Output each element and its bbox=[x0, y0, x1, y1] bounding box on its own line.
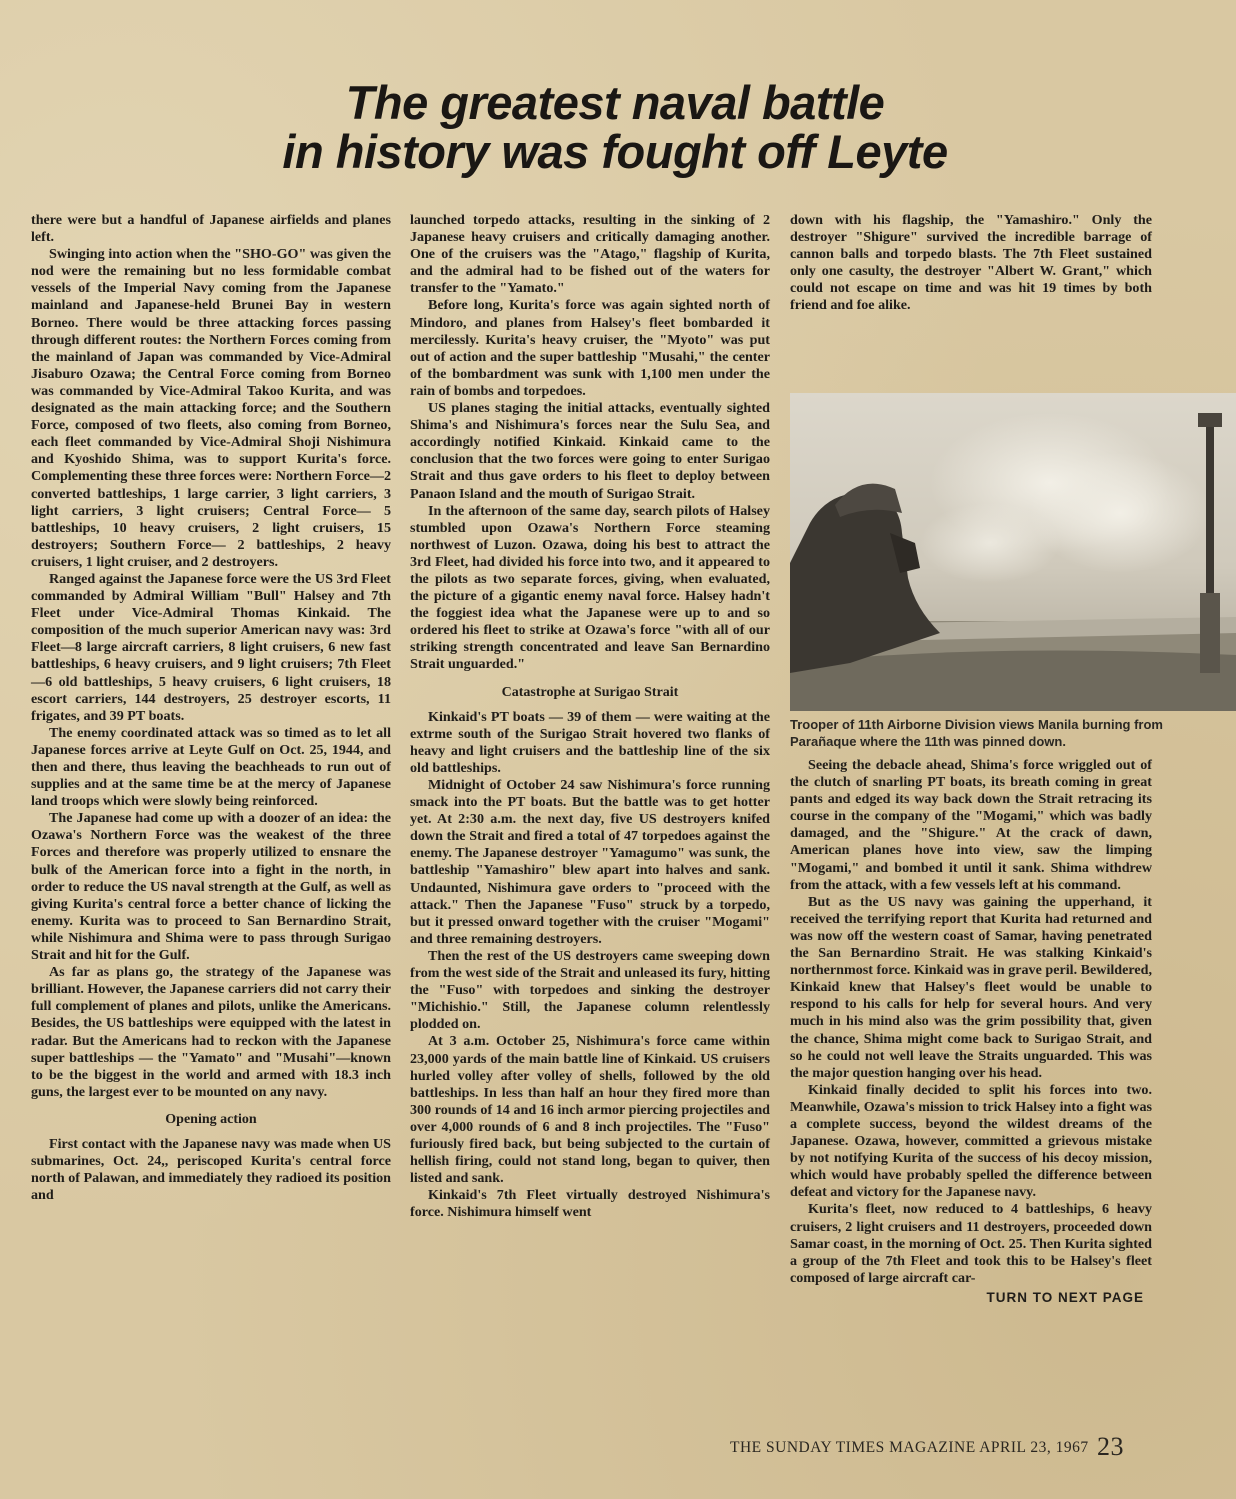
paragraph: Swinging into action when the "SHO-GO" was given the nod were the remaining but no less formidable combat vessels of the Imperial Navy coming from the Japanese mainland and Japanese-held Brunei Bay in western Borneo. There would be three attacking forces passing through different routes: the Northern Forces coming from the mainland of Japan was commanded by Vice-Admiral Jisaburo Ozawa; the Central Force coming from Borneo was commanded by Vice-Admiral Takoo Kurita, and was designated as the main attacking force; and the Southern Force, composed of two fleets, also coming from Borneo, each fleet commanded by Vice-Admiral Shoji Nishimura and Kyoshido Shima, was to support Kurita's force. Complementing these three forces were: Northern Force—2 converted battleships, 1 large carrier, 3 light carriers, 3 light carriers, 3 light cruisers; Central Force— 5 battleships, 10 heavy cruisers, 2 light cruisers, 15 destroyers; Southern Force— 2 battleships, 2 heavy cruisers, 1 light cruiser, and 2 destroyers. bbox=[31, 246, 391, 570]
column-2 bbox=[410, 212, 770, 1221]
column-3-top bbox=[790, 212, 1152, 315]
headline bbox=[200, 78, 1030, 176]
photo-illustration bbox=[790, 393, 1236, 711]
footer-text: THE SUNDAY TIMES MAGAZINE APRIL 23, 1967 bbox=[730, 1439, 1089, 1456]
paragraph: Kinkaid finally decided to split his forces into two. Meanwhile, Ozawa's mission to trick Halsey into a fight was a complete success, beyond the wildest dreams of the Japanese. Ozawa, however, committed a grievous mistake by not notifying Kurita of the success of his decoy mission, which would have probably spelled the difference between defeat and victory for the Japanese navy. bbox=[790, 1081, 1152, 1201]
headline-line-2: in history was fought off Leyte bbox=[282, 125, 948, 178]
paragraph: Then the rest of the US destroyers came sweeping down from the west side of the Strait and unleased its fury, hitting the "Fuso" with torpedoes and sinking the destroyer "Michishio." Still, the Japanese column relentlessly plodded on. bbox=[410, 947, 770, 1033]
subhead-catastrophe: Catastrophe at Surigao Strait bbox=[501, 684, 679, 700]
paragraph: As far as plans go, the strategy of the Japanese was brilliant. However, the Japanese carriers did not carry their full complement of planes and pilots, unlike the Americans. Besides, the US battleships were equipped with the latest in radar. But the Americans had to reckon with the Japanese super battleships — the "Yamato" and "Musahi"—known to be the biggest in the world and armed with 18.3 inch guns, the largest ever to be mounted on any navy. bbox=[31, 964, 391, 1100]
paragraph: The enemy coordinated attack was so timed as to let all Japanese forces arrive at Leyte Gulf on Oct. 25, 1944, and then and there, thus leaving the beachheads to run out of supplies and at the same time be at the mercy of Japanese land troops which were slowly being reinforced. bbox=[31, 724, 391, 810]
paragraph: Midnight of October 24 saw Nishimura's force running smack into the PT boats. But the battle was to get hotter yet. At 2:30 a.m. the next day, five US destroyers knifed down the Strait and fired a total of 47 torpedoes against the enemy. The Japanese destroyer "Yamagumo" was sunk, the battleship "Yamashiro" blew apart into halves and sank. Undaunted, Nishimura gave orders to "proceed with the attack." Then the Japanese "Fuso" struck by a torpedo, but it pressed onward together with the cruiser "Mogami" and three remaining destroyers. bbox=[410, 777, 770, 947]
news-photo bbox=[790, 393, 1236, 711]
column-1 bbox=[31, 212, 391, 1204]
paragraph: Kinkaid's PT boats — 39 of them — were waiting at the extrme south of the Surigao Strait hovered two flanks of heavy and light cruisers and the battleship line of the six old battleships. bbox=[410, 708, 770, 776]
page-number: 23 bbox=[1096, 1432, 1124, 1461]
paragraph: But as the US navy was gaining the upperhand, it received the terrifying report that Kurita had returned and was now off the western coast of Samar, having penetrated the San Bernardino Strait. He was stalking Kinkaid's northernmost force. Kinkaid was in grave peril. Bewildered, Kinkaid knew that Halsey's fleet would be unable to respond to his calls for help for several hours. And very much in his mind also was the grim possibility that, given the chance, Shima might come back to Surigao Strait, and so he could not well leave the Straits unguarded. This was the major question hanging over his head. bbox=[790, 893, 1152, 1081]
subhead-opening-action: Opening action bbox=[165, 1111, 257, 1127]
paragraph: The Japanese had come up with a doozer of an idea: the Ozawa's Northern Force was the weakest of the three Forces and therefore was properly utilized to ensnare the bulk of the American force into a fight in the north, in order to reduce the US naval strength at the Gulf, as well as giving Kurita's central force a better chance of licking the enemy. Kurita was to proceed to San Bernardino Strait, while Nishimura and Shima were to pass through Surigao Strait and hit for the Gulf. bbox=[31, 810, 391, 964]
paragraph: down with his flagship, the "Yamashiro." Only the destroyer "Shigure" survived the incredible barrage of cannon balls and torpedo blasts. The 7th Fleet sustained only one casulty, the destroyer "Albert W. Grant," which could not escape on time and was hit 19 times by both friend and foe alike. bbox=[790, 212, 1152, 314]
paragraph: At 3 a.m. October 25, Nishimura's force came within 23,000 yards of the main battle line of Kinkaid. US cruisers hurled volley after volley of shells, followed by the old battleships. In less than half an hour they fired more than 300 rounds of 14 and 16 inch armor piercing projectiles and over 4,000 rounds of 6 and 8 inch projectiles. The "Fuso" furiously fired back, but being subjected to the curtain of hellish firing, could not stand long, began to quiver, then listed and sank. bbox=[410, 1033, 770, 1187]
headline-line-1: The greatest naval battle bbox=[345, 76, 885, 129]
column-3-bottom bbox=[790, 757, 1152, 1306]
paragraph: launched torpedo attacks, resulting in the sinking of 2 Japanese heavy cruisers and critically damaging another. One of the cruisers was the "Atago," flagship of Kurita, and the admiral had to be fished out of the waters for transfer to the "Yamato." bbox=[410, 212, 770, 297]
paragraph: Seeing the debacle ahead, Shima's force wriggled out of the clutch of snarling PT boats, its breath coming in great pants and edged its way back down the Strait retracing its course in the company of the "Mogami," which was badly damaged, and the "Shigure." At the crack of dawn, American planes hove into view, saw the limping "Mogami," and bombed it until it sank. Shima withdrew from the attack, with a few vessels left at his command. bbox=[790, 757, 1152, 893]
turn-to-next-page: TURN TO NEXT PAGE bbox=[986, 1289, 1144, 1305]
paragraph: there were but a handful of Japanese airfields and planes left. bbox=[31, 212, 391, 246]
paragraph: US planes staging the initial attacks, eventually sighted Shima's and Nishimura's forces near the Sulu Sea, and accordingly notified Kinkaid. Kinkaid came to the conclusion that the two forces were going to enter Surigao Strait and thus gave orders to his fleet to deploy between Panaon Island and the mouth of Surigao Strait. bbox=[410, 400, 770, 502]
page-footer bbox=[730, 1432, 1150, 1462]
paragraph: First contact with the Japanese navy was made when US submarines, Oct. 24,, periscoped Kurita's central force north of Palawan, and immediately they radioed its position and bbox=[31, 1135, 391, 1204]
paragraph: Kinkaid's 7th Fleet virtually destroyed Nishimura's force. Nishimura himself went bbox=[410, 1187, 770, 1221]
photo-caption: Trooper of 11th Airborne Division views Manila burning from Parañaque where the 11th was pinned down. bbox=[790, 717, 1163, 749]
paragraph: In the afternoon of the same day, search pilots of Halsey stumbled upon Ozawa's Northern Force steaming northwest of Luzon. Ozawa, doing his best to attract the 3rd Fleet, had divided his force into two, and it appeared to the pilots as two separate forces, giving, when evaluated, the picture of a gigantic enemy naval force. Halsey hadn't the foggiest idea what the Japanese were up to and so ordered his fleet to strike at Ozawa's force "with all of our striking strength concentrated and leave San Bernardino Strait unguarded." bbox=[410, 502, 770, 673]
paragraph: Before long, Kurita's force was again sighted north of Mindoro, and planes from Halsey's fleet bombarded it mercilessly. Kurita's heavy cruiser, the "Myoto" was put out of action and the super battleship "Musahi," the center of the bombardment was sunk with 1,100 men under the rain of bombs and torpedoes. bbox=[410, 297, 770, 399]
paragraph: Ranged against the Japanese force were the US 3rd Fleet commanded by Admiral William "Bull" Halsey and 7th Fleet under Vice-Admiral Thomas Kinkaid. The composition of the much superior American navy was: 3rd Fleet—8 large aircraft carriers, 8 light cruisers, 6 new fast battleships, 6 heavy cruisers, and 9 light cruisers; 7th Fleet—6 old battleships, 5 heavy cruisers, 6 light cruisers, 18 escort carriers, 144 destroyers, 25 destroyer escorts, 11 frigates, and 39 PT boats. bbox=[31, 570, 391, 724]
paragraph: Kurita's fleet, now reduced to 4 battleships, 6 heavy cruisers, 2 light cruisers and 11 destroyers, proceeded down Samar coast, in the morning of Oct. 25. Then Kurita sighted a group of the 7th Fleet and took this to be Halsey's fleet composed of large aircraft car- bbox=[790, 1201, 1152, 1286]
